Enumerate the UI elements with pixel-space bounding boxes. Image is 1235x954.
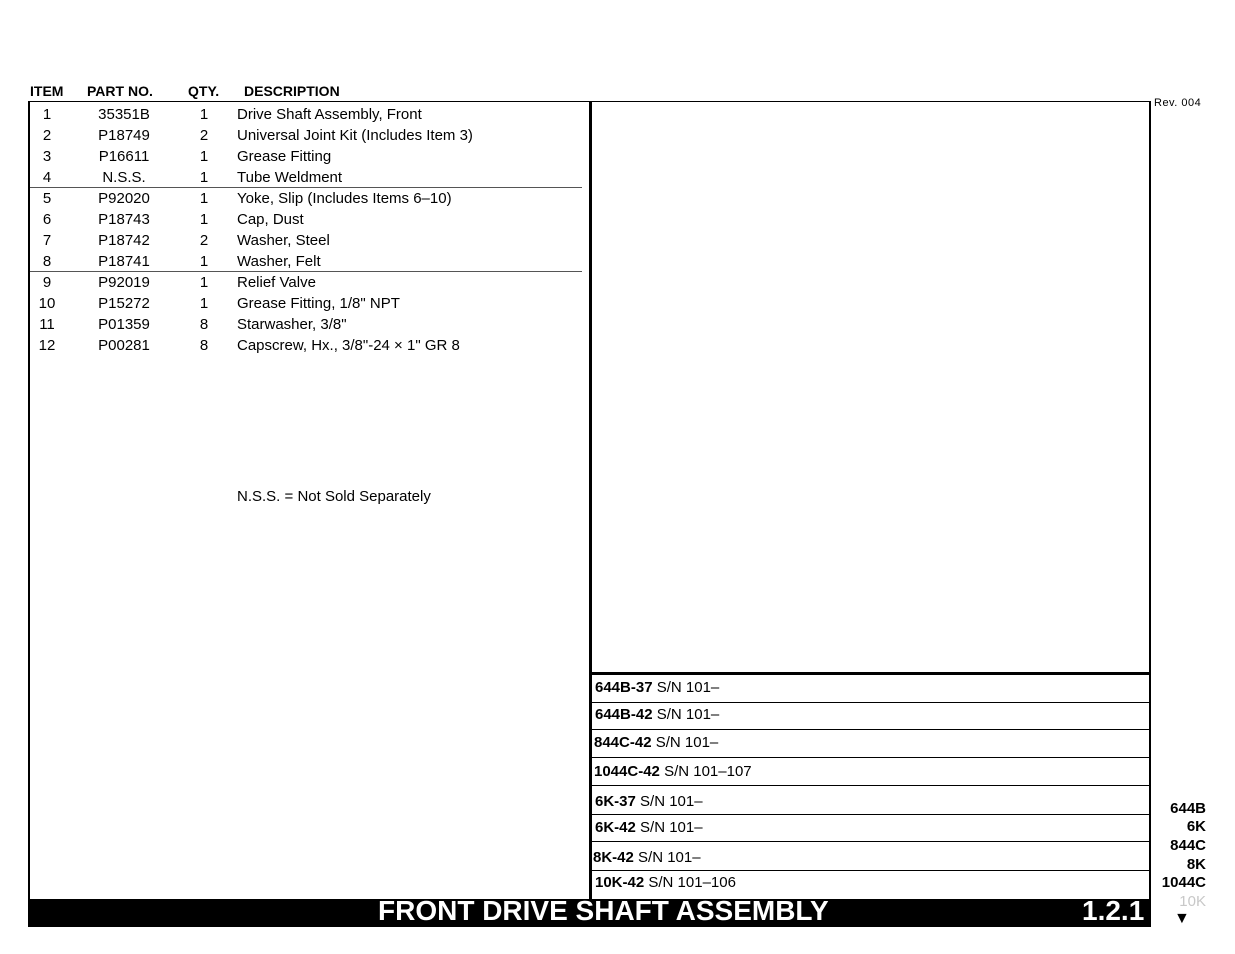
model-code: 10K-42 <box>595 874 645 891</box>
serial-range: S/N 101–107 <box>664 763 752 780</box>
parts-row <box>30 314 582 335</box>
header-qty: QTY. <box>188 83 220 99</box>
model-code: 6K-37 <box>595 793 636 810</box>
revision-label: Rev. 004 <box>1154 97 1202 109</box>
part-number: P01359 <box>98 316 150 333</box>
part-number: N.S.S. <box>102 169 146 186</box>
header-item: ITEM <box>30 83 64 99</box>
parts-row <box>30 187 582 209</box>
model-code: 8K-42 <box>593 849 634 866</box>
model-code: 1044C-42 <box>594 763 660 780</box>
quantity: 8 <box>199 337 209 354</box>
description: Yoke, Slip (Includes Items 6–10) <box>237 190 452 207</box>
side-model-label: 10K <box>1179 893 1206 910</box>
description: Drive Shaft Assembly, Front <box>237 106 422 123</box>
item-number: 2 <box>42 127 52 144</box>
quantity: 1 <box>199 106 209 123</box>
parts-row <box>30 230 582 251</box>
parts-row <box>30 209 582 230</box>
parts-row <box>30 251 582 272</box>
part-number: P18743 <box>98 211 150 228</box>
serial-range: S/N 101– <box>638 849 701 866</box>
header-part-no: PART NO. <box>87 83 153 99</box>
side-model-label: 8K <box>1186 856 1206 873</box>
model-serial-row <box>591 842 1150 871</box>
nss-note: N.S.S. = Not Sold Separately <box>237 488 431 505</box>
parts-row <box>30 293 582 314</box>
description: Grease Fitting, 1/8" NPT <box>237 295 400 312</box>
parts-row <box>30 104 582 125</box>
serial-range: S/N 101– <box>655 734 719 751</box>
description: Universal Joint Kit (Includes Item 3) <box>237 127 473 144</box>
side-model-label: 6K <box>1186 818 1206 835</box>
quantity: 1 <box>199 295 209 312</box>
item-number: 1 <box>42 106 52 123</box>
model-code: 644B-42 <box>595 706 653 723</box>
parts-row <box>30 146 582 167</box>
quantity: 1 <box>199 190 209 207</box>
model-code: 644B-37 <box>595 679 653 696</box>
serial-range: S/N 101–106 <box>648 874 736 891</box>
model-serial-row <box>591 815 1150 842</box>
page-title: FRONT DRIVE SHAFT ASSEMBLY <box>378 895 829 926</box>
description: Grease Fitting <box>237 148 332 165</box>
part-number: P92019 <box>98 274 150 291</box>
model-code: 844C-42 <box>594 734 652 751</box>
part-number: P92020 <box>98 190 150 207</box>
serial-range: S/N 101– <box>656 679 720 696</box>
side-model-label: 1044C <box>1161 874 1206 891</box>
header-description: DESCRIPTION <box>244 83 340 99</box>
side-model-label: 644B <box>1170 800 1206 817</box>
quantity: 2 <box>199 127 209 144</box>
model-serial-row <box>591 758 1150 786</box>
serial-range: S/N 101– <box>640 793 703 810</box>
item-number: 4 <box>42 169 52 186</box>
description: Tube Weldment <box>237 169 343 186</box>
item-number: 12 <box>38 337 56 354</box>
parts-row <box>30 335 582 356</box>
item-number: 7 <box>42 232 52 249</box>
description: Capscrew, Hx., 3/8"-24 × 1" GR 8 <box>237 337 460 354</box>
part-number: P15272 <box>98 295 150 312</box>
model-serial-row <box>591 676 1150 703</box>
part-number: P18741 <box>98 253 150 270</box>
description: Washer, Steel <box>237 232 330 249</box>
parts-row <box>30 125 582 146</box>
description: Relief Valve <box>237 274 316 291</box>
item-number: 6 <box>42 211 52 228</box>
quantity: 1 <box>199 169 209 186</box>
parts-row <box>30 167 582 188</box>
quantity: 1 <box>199 148 209 165</box>
model-serial-row <box>591 703 1150 730</box>
part-number: P16611 <box>98 148 150 165</box>
quantity: 1 <box>199 274 209 291</box>
quantity: 1 <box>199 211 209 228</box>
parts-row <box>30 271 582 293</box>
serial-range: S/N 101– <box>656 706 720 723</box>
item-number: 8 <box>42 253 52 270</box>
description: Cap, Dust <box>237 211 304 228</box>
part-number: 35351B <box>98 106 150 123</box>
side-model-label: 844C <box>1170 837 1206 854</box>
quantity: 2 <box>199 232 209 249</box>
serial-range: S/N 101– <box>640 819 703 836</box>
model-serial-row <box>591 730 1150 758</box>
illustration-divider <box>590 672 1151 675</box>
item-number: 11 <box>39 316 55 333</box>
item-number: 5 <box>42 190 52 207</box>
model-serial-row <box>591 786 1150 815</box>
description: Starwasher, 3/8" <box>237 316 347 333</box>
item-number: 3 <box>42 148 52 165</box>
description: Washer, Felt <box>237 253 321 270</box>
quantity: 1 <box>199 253 209 270</box>
section-number: 1.2.1 <box>1082 895 1145 926</box>
quantity: 8 <box>199 316 209 333</box>
part-number: P00281 <box>98 337 150 354</box>
item-number: 10 <box>38 295 56 312</box>
model-code: 6K-42 <box>595 819 636 836</box>
item-number: 9 <box>42 274 52 291</box>
part-number: P18749 <box>98 127 150 144</box>
next-page-arrow-icon[interactable]: ▼ <box>1174 910 1190 927</box>
part-number: P18742 <box>98 232 150 249</box>
